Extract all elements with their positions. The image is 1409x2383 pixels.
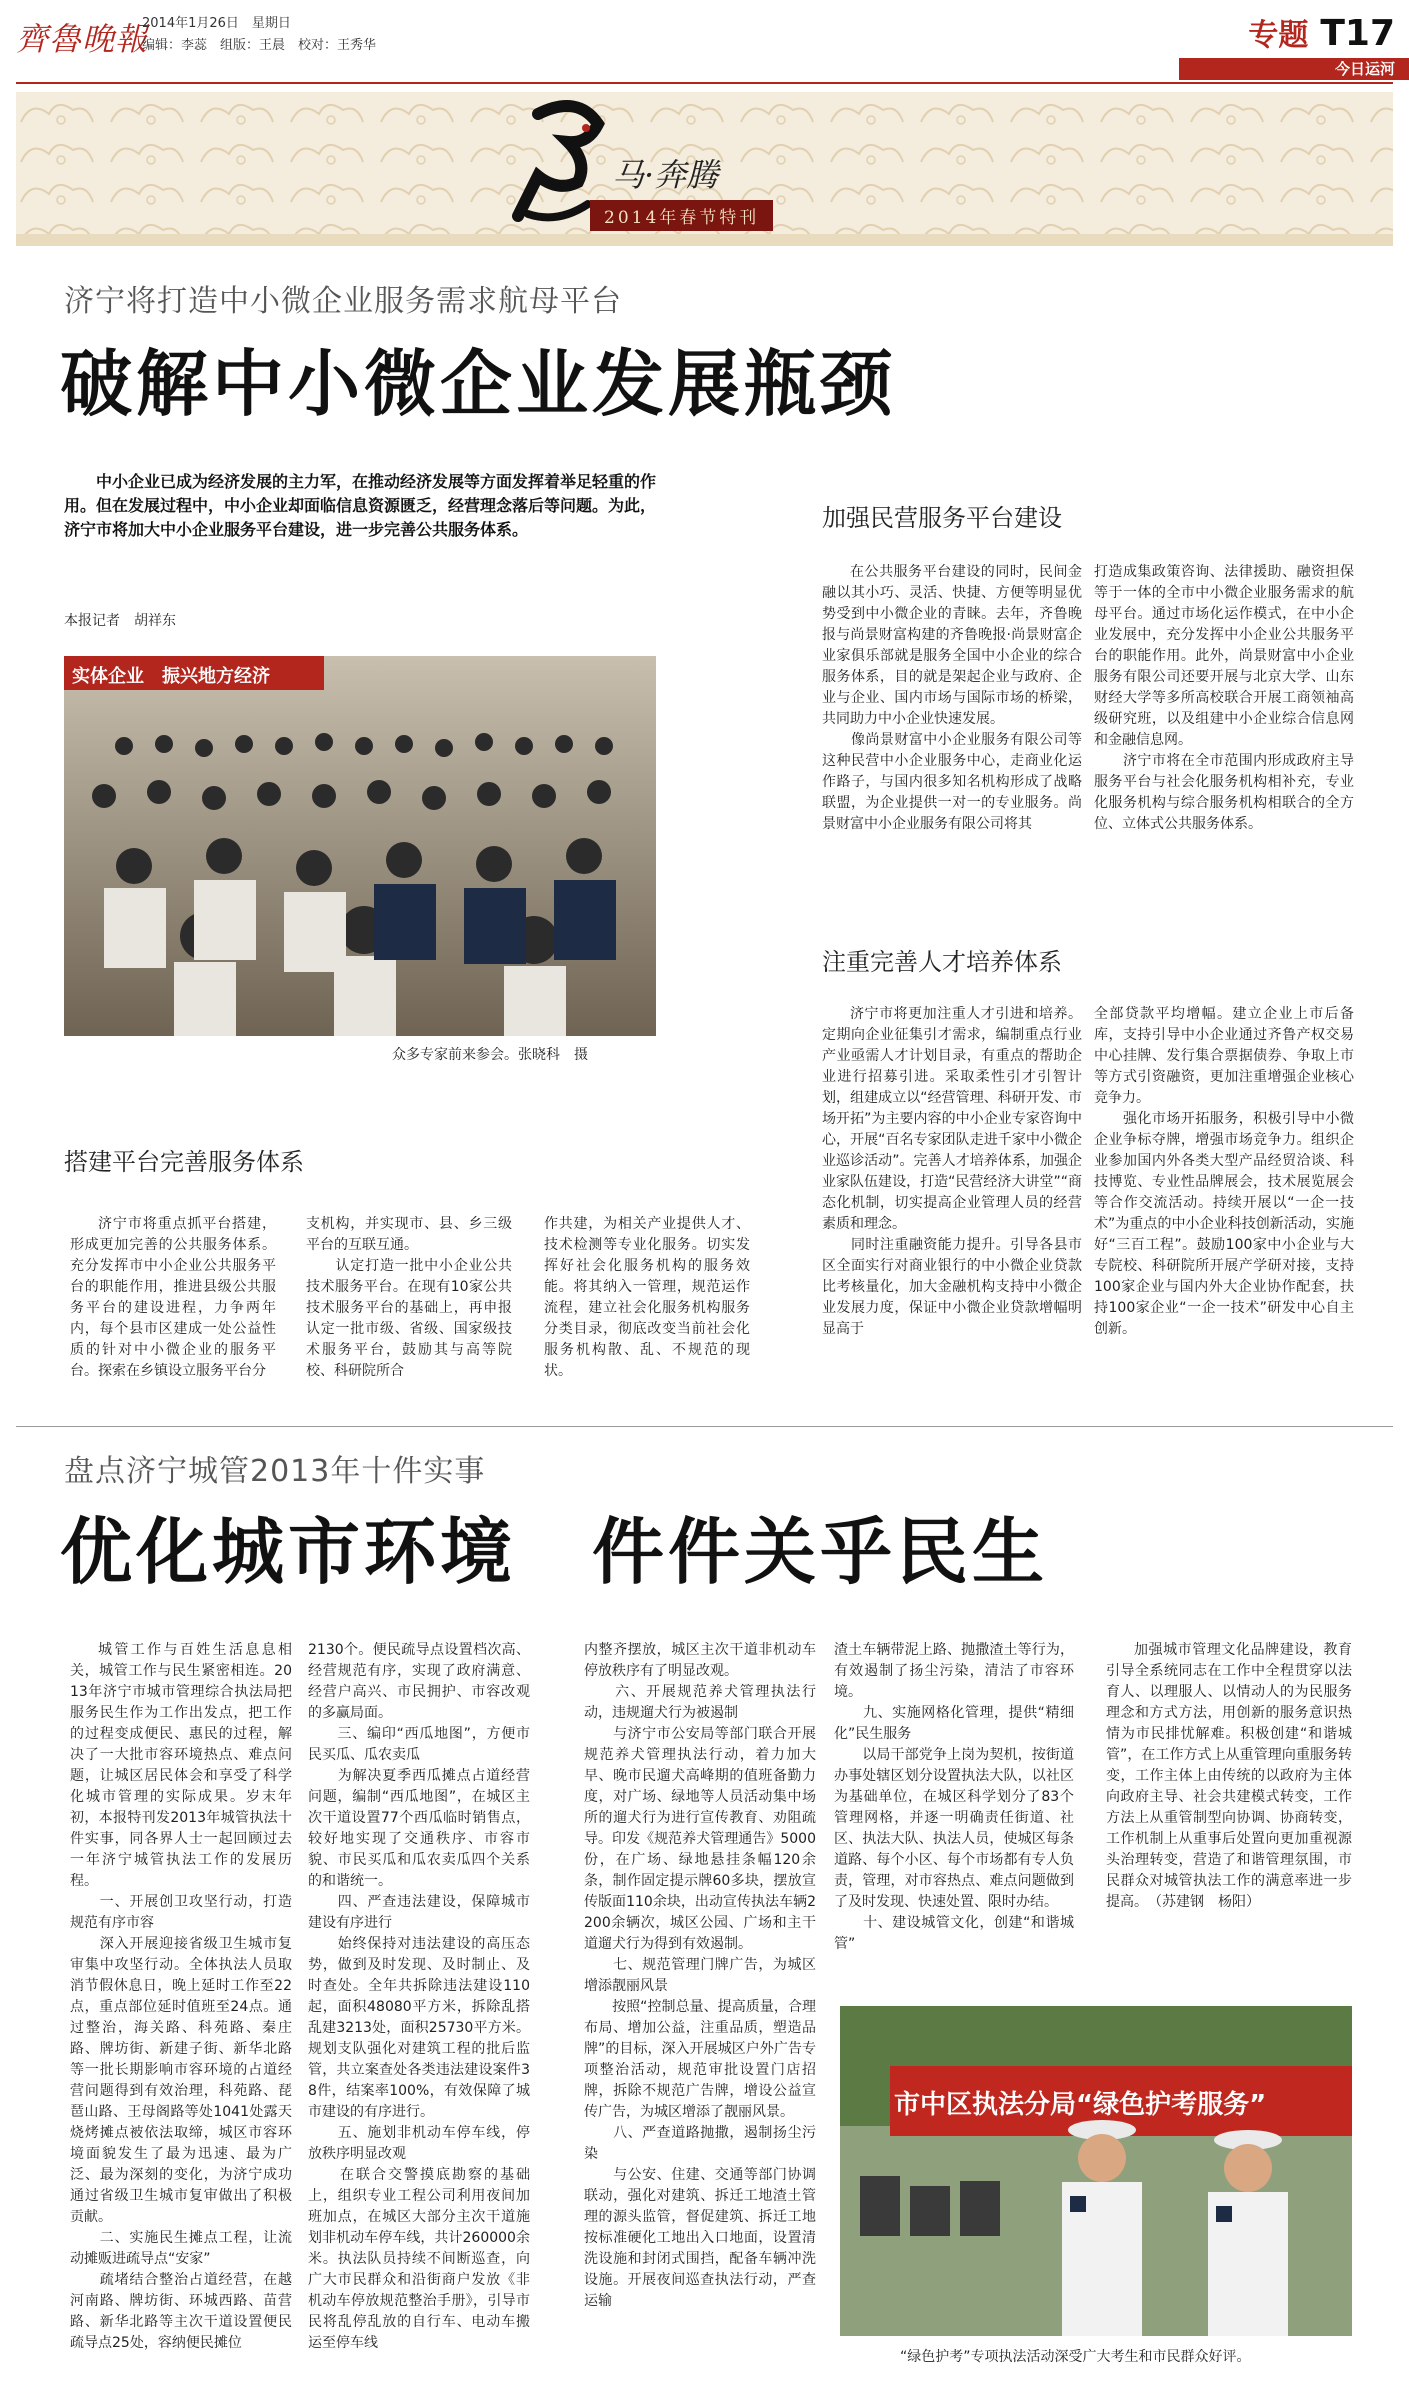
staff-line: 编辑：李蕊 组版：王晨 校对：王秀华	[142, 38, 377, 53]
header-rule	[16, 82, 1393, 84]
platform-col-a: 济宁市将重点抓平台搭建，形成更加完善的公共服务体系。充分发挥市中小企业公共服务平台的职能作用，推进县级公共服务平台的建设进程，力争两年内，每个县市区建成一处公益性质的针对中小微企业的服务平台。探索在乡镇设立服务平台分	[70, 1216, 276, 1379]
conference-audience-photo	[64, 656, 656, 1036]
platform-col-c: 作共建，为相关产业提供人才、技术检测等专业化服务。切实发挥好社会化服务机构的服务效能。将其纳入一管理，规范运作流程，建立社会化服务机构服务分类目录，彻底改变当前社会化服务机构散、乱、不规范的现状。	[544, 1216, 750, 1379]
story1-headline: 破解中小微企业发展瓶颈	[60, 341, 897, 426]
talent-col-b: 全部贷款平均增幅。建立企业上市后备库，支持引导中小企业通过齐鲁产权交易中心挂牌、发行集合票据债券、争取上市等方式引资融资，更加注重增强企业核心竞争力。 强化市场开拓服务，积极引导中小微企业争标夺牌，增强市场竞争力。组织企业参加国内外各类大型产品经贸洽谈、科技博览、专业性品牌展会，技术展览展会等合作交流活动。持续开展以“一企一技术”为重点的中小企业科技创新活动，实施好“三百工程”。鼓励100家中小企业与大专院校、科研院所开展产学研对接，支持100家企业与国内外大企业协作配套，扶持100家企业“一企一技术”研发中心自主创新。	[1094, 1006, 1354, 1337]
masthead-logo: 齊魯晚報	[16, 20, 149, 58]
story1-byline: 本报记者 胡祥东	[64, 613, 176, 629]
conference-photo	[64, 656, 656, 1036]
citymgmt-col-1: 城管工作与百姓生活息息相关，城管工作与民生紧密相连。2013年济宁市城市管理综合执法局把服务民生作为工作出发点，把工作的过程变成便民、惠民的过程，解决了一大批市容环境热点、难点问题，让城区居民体会和享受了科学化城市管理的实际成果。岁末年初，本报特刊发2013年城管执法十件实事，同各界人士一起回顾过去一年济宁城管执法工作的发展历程。 一、开展创卫攻坚行动，打造规范有序市容 深入开展迎接省级卫生城市复审集中攻坚行动。全体执法人员取消节假休息日，晚上延时工作至22点，重点部位延时值班至24点。通过整治，海关路、科苑路、秦庄路、牌坊街、新建子街、新华北路等一批长期影响市容环境的占道经营问题得到有效治理，科苑路、琵琶山路、王母阁路等处1041处露天烧烤摊点被依法取缔，城区市容环境面貌发生了最为迅速、最为广泛、最为深刻的变化，为济宁成功通过省级卫生城市复审做出了积极贡献。 二、实施民生摊点工程，让流动摊贩进疏导点“安家” 疏堵结合整治占道经营，在越河南路、牌坊街、环城西路、苗营路、新华北路等主次干道设置便民疏导点25处，容纳便民摊位	[70, 1642, 292, 2351]
law-enforcement-officers-photo	[840, 2006, 1352, 2336]
story1-kicker: 济宁将打造中小微企业服务需求航母平台	[64, 284, 622, 319]
conference-photo-caption: 众多专家前来参会。张晓科 摄	[392, 1047, 588, 1063]
talent-col-a: 济宁市将更加注重人才引进和培养。定期向企业征集引才需求，编制重点行业产业亟需人才计划目录，有重点的帮助企业进行招募引进。采取柔性引才引智计划，组建成立以“经营管理、科研开发、市场开拓”为主要内容的中小企业专家咨询中心，开展“百名专家团队走进千家中小微企业巡诊活动”。完善人才培养体系，加强企业家队伍建设，打造“民营经济大讲堂”“商态化机制，切实提高企业管理人员的经营素质和理念。 同时注重融资能力提升。引导各县市区全面实行对商业银行的中小微企业贷款比考核量化，加大金融机构支持中小微企业发展力度，保证中小微企业贷款增幅明显高于	[822, 1006, 1082, 1337]
story2-kicker: 盘点济宁城管2013年十件实事	[64, 1454, 486, 1489]
story2-headline: 优化城市环境 件件关乎民生	[60, 1509, 1049, 1594]
page-number: T17	[1320, 13, 1395, 54]
photo2-banner-text: 市中区执法分局“绿色护考服务”	[894, 2090, 1267, 2120]
date-line: 2014年1月26日 星期日	[142, 16, 291, 31]
citymgmt-col-5: 加强城市管理文化品牌建设，教育引导全系统同志在工作中全程贯穿以法育人、以理服人、以情动人的为民服务理念和方式方法，用创新的服务意识热情为市民排忧解难。积极创建“和谐城管”，在工作方式上从重管理向重服务转变，工作主体上由传统的以政府为主体向政府主导、社会共建模式转变，工作方法上从重管制型向协调、协商转变，工作机制上从重事后处置向更加重视源头治理转变，营造了和谐管理氛围，市民群众对城管执法工作的满意率进一步提高。 （苏建钢 杨阳）	[1106, 1642, 1352, 1910]
private-platform-col-a: 在公共服务平台建设的同时，民间金融以其小巧、灵活、快捷、方便等明显优势受到中小微企业的青睐。去年，齐鲁晚报与尚景财富构建的齐鲁晚报·尚景财富企业家俱乐部就是服务全国中小企业的综合服务体系，目的就是架起企业与政府、企业与企业、国内市场与国际市场的桥梁，共同助力中小企业快速发展。 像尚景财富中小企业服务有限公司等这种民营中小企业服务中心，走商业化运作路子，与国内很多知名机构形成了战略联盟，为企业提供一对一的专业服务。尚景财富中小企业服务有限公司将其	[822, 564, 1082, 832]
platform-service-heading: 搭建平台完善服务体系	[64, 1148, 304, 1176]
green-exam-photo	[840, 2006, 1352, 2336]
section-header	[1248, 10, 1395, 54]
banner-subtitle: 2014年春节特刊	[590, 200, 773, 231]
photo-banner-text: 实体企业 振兴地方经济	[72, 666, 270, 687]
banner-title: 马·奔腾	[612, 156, 719, 194]
private-platform-heading: 加强民营服务平台建设	[822, 504, 1062, 532]
talent-heading: 注重完善人才培养体系	[822, 948, 1062, 976]
platform-col-b: 支机构，并实现市、县、乡三级平台的互联互通。 认定打造一批中小企业公共技术服务平台。在现有10家公共技术服务平台的基础上，再申报认定一批市级、省级、国家级技术服务平台，鼓励其与高等院校、科研院所合	[306, 1216, 512, 1379]
story1-lead: 中小企业已成为经济发展的主力军，在推动经济发展等方面发挥着举足轻重的作用。但在发展过程中，中小企业却面临信息资源匮乏，经营理念落后等问题。为此，济宁市将加大中小企业服务平台建设，进一步完善公共服务体系。	[64, 472, 657, 539]
citymgmt-col-4: 渣土车辆带泥上路、抛撒渣土等行为，有效遏制了扬尘污染，清洁了市容环境。 九、实施网格化管理，提供“精细化”民生服务 以局干部党争上岗为契机，按街道办事处辖区划分设置执法大队，以社区为基础单位，在城区科学划分了83个管理网格，并逐一明确责任街道、社区、执法大队、执法人员，使城区每条道路、每个小区、每个市场都有专人负责，管理，对市容热点、难点问题做到了及时发现、快速处置、限时办结。 十、建设城管文化，创建“和谐城管”	[834, 1642, 1074, 1952]
section-label: 专题	[1248, 18, 1309, 53]
private-platform-col-b: 打造成集政策咨询、法律援助、融资担保等于一体的全市中小微企业服务需求的航母平台。通过市场化运作模式，在中小企业发展中，充分发挥中小企业公共服务平台的职能作用。此外，尚景财富中小企业服务有限公司还要开展与北京大学、山东财经大学等多所高校联合开展工商领袖高级研究班，以及组建中小企业综合信息网和金融信息网。 济宁市将在全市范围内形成政府主导服务平台与社会化服务机构相补充，专业化服务机构与综合服务机构相联合的全方位、立体式公共服务体系。	[1094, 564, 1354, 832]
story-divider	[16, 1426, 1393, 1427]
citymgmt-col-2: 2130个。便民疏导点设置档次高、经营规范有序，实现了政府满意、经营户高兴、市民拥护、市容改观的多赢局面。 三、编印“西瓜地图”，方便市民买瓜、瓜农卖瓜 为解决夏季西瓜摊点占道经营问题，编制“西瓜地图”，在城区主次干道设置77个西瓜临时销售点，较好地实现了交通秩序、市容市貌、市民买瓜和瓜农卖瓜四个关系的和谐统一。 四、严查违法建设，保障城市建设有序进行 始终保持对违法建设的高压态势，做到及时发现、及时制止、及时查处。全年共拆除违法建设110起，面积48080平方米，拆除乱搭乱建3213处，面积25730平方米。规划支队强化对建筑工程的批后监管，共立案查处各类违法建设案件38件，结案率100%，有效保障了城市建设的有序进行。 五、施划非机动车停车线，停放秩序明显改观 在联合交警摸底勘察的基础上，组织专业工程公司利用夜间加班加点，在城区大部分主次干道施划非机动车停车线，共计260000余米。执法队员持续不间断巡查，向广大市民群众和沿街商户发放《非机动车停放规范整治手册》，引导市民将乱停乱放的自行车、电动车搬运至停车线	[308, 1642, 530, 2351]
citymgmt-col-3: 内整齐摆放，城区主次干道非机动车停放秩序有了明显改观。 六、开展规范养犬管理执法行动，违规遛犬行为被遏制 与济宁市公安局等部门联合开展规范养犬管理执法行动，着力加大早、晚市民遛犬高峰期的值班备勤力度，对广场、绿地等人员活动集中场所的遛犬行为进行宣传教育、劝阻疏导。印发《规范养犬管理通告》5000份，在广场、绿地悬挂条幅120余条，制作固定提示牌60多块，摆放宣传版面110余块，出动宣传执法车辆2200余辆次，城区公园、广场和主干道遛犬行为得到有效遏制。 七、规范管理门牌广告，为城区增添靓丽风景 按照“控制总量、提高质量，合理布局、增加公益，注重品质，塑造品牌”的目标，深入开展城区户外广告专项整治活动，规范审批设置门店招牌，拆除不规范广告牌，增设公益宣传广告，为城区增添了靓丽风景。 八、严查道路抛撒，遏制扬尘污染 与公安、住建、交通等部门协调联动，强化对建筑、拆迁工地渣土管理的源头监管，督促建筑、拆迁工地按标准硬化工地出入口地面，设置清洗设施和封闭式围挡，配备车辆冲洗设施。开展夜间巡查执法行动，严查运输	[584, 1642, 816, 2309]
green-exam-photo-caption: “绿色护考”专项执法活动深受广大考生和市民群众好评。	[900, 2349, 1251, 2365]
subsection-bar: 今日运河	[1179, 58, 1409, 80]
